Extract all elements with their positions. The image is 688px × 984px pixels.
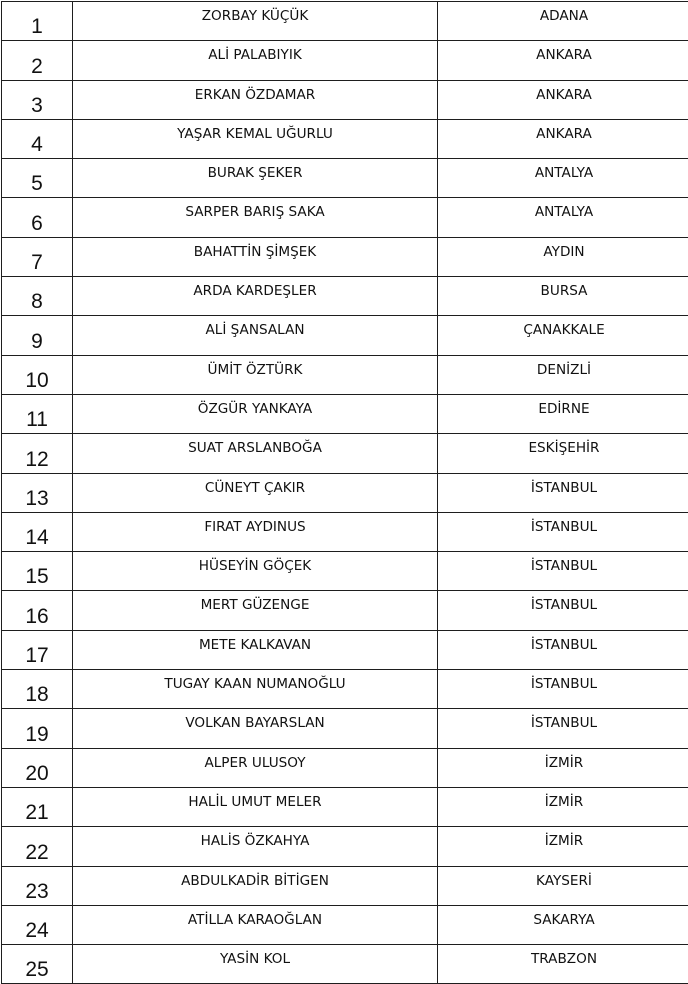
row-number-cell: 7 xyxy=(2,237,73,276)
table-row xyxy=(2,237,688,276)
city-cell: İZMİR xyxy=(438,787,688,826)
table-row xyxy=(2,119,688,158)
city-cell: AYDIN xyxy=(438,237,688,276)
referee-name-cell: ARDA KARDEŞLER xyxy=(73,277,438,316)
table-row xyxy=(2,748,688,787)
city-cell: SAKARYA xyxy=(438,905,688,944)
referee-name-cell: HÜSEYİN GÖÇEK xyxy=(73,552,438,591)
row-number-cell: 6 xyxy=(2,198,73,237)
city-cell: ANKARA xyxy=(438,41,688,80)
referee-name-cell: ABDULKADİR BİTİGEN xyxy=(73,866,438,905)
table-row xyxy=(2,2,688,41)
row-number-cell: 3 xyxy=(2,80,73,119)
table-row xyxy=(2,827,688,866)
city-cell: İSTANBUL xyxy=(438,552,688,591)
table-row xyxy=(2,41,688,80)
referee-name-cell: ALPER ULUSOY xyxy=(73,748,438,787)
city-cell: ÇANAKKALE xyxy=(438,316,688,355)
table-row xyxy=(2,945,688,984)
row-number-cell: 12 xyxy=(2,434,73,473)
referee-name-cell: YAŞAR KEMAL UĞURLU xyxy=(73,119,438,158)
referee-name-cell: FIRAT AYDINUS xyxy=(73,512,438,551)
row-number-cell: 23 xyxy=(2,866,73,905)
table-row xyxy=(2,512,688,551)
city-cell: ADANA xyxy=(438,2,688,41)
city-cell: ANTALYA xyxy=(438,198,688,237)
referee-name-cell: BURAK ŞEKER xyxy=(73,159,438,198)
referee-name-cell: BAHATTİN ŞİMŞEK xyxy=(73,237,438,276)
referee-name-cell: MERT GÜZENGE xyxy=(73,591,438,630)
table-row xyxy=(2,80,688,119)
city-cell: EDİRNE xyxy=(438,394,688,433)
referee-name-cell: ERKAN ÖZDAMAR xyxy=(73,80,438,119)
table-row xyxy=(2,905,688,944)
city-cell: İSTANBUL xyxy=(438,630,688,669)
row-number-cell: 5 xyxy=(2,159,73,198)
row-number-cell: 2 xyxy=(2,41,73,80)
referee-name-cell: HALİL UMUT MELER xyxy=(73,787,438,826)
row-number-cell: 13 xyxy=(2,473,73,512)
city-cell: İSTANBUL xyxy=(438,670,688,709)
city-cell: İSTANBUL xyxy=(438,709,688,748)
referee-name-cell: ZORBAY KÜÇÜK xyxy=(73,2,438,41)
referee-name-cell: ALİ PALABIYIK xyxy=(73,41,438,80)
row-number-cell: 24 xyxy=(2,905,73,944)
city-cell: BURSA xyxy=(438,277,688,316)
referee-name-cell: TUGAY KAAN NUMANOĞLU xyxy=(73,670,438,709)
city-cell: ANKARA xyxy=(438,80,688,119)
row-number-cell: 11 xyxy=(2,394,73,433)
referee-name-cell: ÖZGÜR YANKAYA xyxy=(73,394,438,433)
row-number-cell: 22 xyxy=(2,827,73,866)
referee-name-cell: SUAT ARSLANBOĞA xyxy=(73,434,438,473)
city-cell: ANKARA xyxy=(438,119,688,158)
table-row xyxy=(2,434,688,473)
table-row xyxy=(2,709,688,748)
table-row xyxy=(2,277,688,316)
table-row xyxy=(2,355,688,394)
table-row xyxy=(2,670,688,709)
referee-name-cell: VOLKAN BAYARSLAN xyxy=(73,709,438,748)
row-number-cell: 4 xyxy=(2,119,73,158)
city-cell: İZMİR xyxy=(438,748,688,787)
table-row xyxy=(2,787,688,826)
row-number-cell: 18 xyxy=(2,670,73,709)
table-row xyxy=(2,473,688,512)
city-cell: DENİZLİ xyxy=(438,355,688,394)
city-cell: İSTANBUL xyxy=(438,473,688,512)
table-row xyxy=(2,198,688,237)
row-number-cell: 14 xyxy=(2,512,73,551)
table-row xyxy=(2,159,688,198)
table-row xyxy=(2,591,688,630)
table-row xyxy=(2,552,688,591)
city-cell: ESKİŞEHİR xyxy=(438,434,688,473)
city-cell: TRABZON xyxy=(438,945,688,984)
row-number-cell: 25 xyxy=(2,945,73,984)
row-number-cell: 10 xyxy=(2,355,73,394)
row-number-cell: 9 xyxy=(2,316,73,355)
city-cell: İSTANBUL xyxy=(438,591,688,630)
referee-name-cell: YASİN KOL xyxy=(73,945,438,984)
referee-name-cell: SARPER BARIŞ SAKA xyxy=(73,198,438,237)
referee-name-cell: ALİ ŞANSALAN xyxy=(73,316,438,355)
referee-name-cell: ATİLLA KARAOĞLAN xyxy=(73,905,438,944)
row-number-cell: 16 xyxy=(2,591,73,630)
referee-table-body xyxy=(2,2,688,984)
referee-name-cell: HALİS ÖZKAHYA xyxy=(73,827,438,866)
table-row xyxy=(2,394,688,433)
row-number-cell: 8 xyxy=(2,277,73,316)
row-number-cell: 21 xyxy=(2,787,73,826)
city-cell: İZMİR xyxy=(438,827,688,866)
referee-name-cell: METE KALKAVAN xyxy=(73,630,438,669)
row-number-cell: 20 xyxy=(2,748,73,787)
city-cell: ANTALYA xyxy=(438,159,688,198)
row-number-cell: 19 xyxy=(2,709,73,748)
row-number-cell: 15 xyxy=(2,552,73,591)
table-row xyxy=(2,630,688,669)
city-cell: KAYSERİ xyxy=(438,866,688,905)
row-number-cell: 1 xyxy=(2,2,73,41)
referee-table xyxy=(1,1,688,984)
referee-name-cell: ÜMİT ÖZTÜRK xyxy=(73,355,438,394)
referee-name-cell: CÜNEYT ÇAKIR xyxy=(73,473,438,512)
table-row xyxy=(2,866,688,905)
row-number-cell: 17 xyxy=(2,630,73,669)
city-cell: İSTANBUL xyxy=(438,512,688,551)
table-row xyxy=(2,316,688,355)
